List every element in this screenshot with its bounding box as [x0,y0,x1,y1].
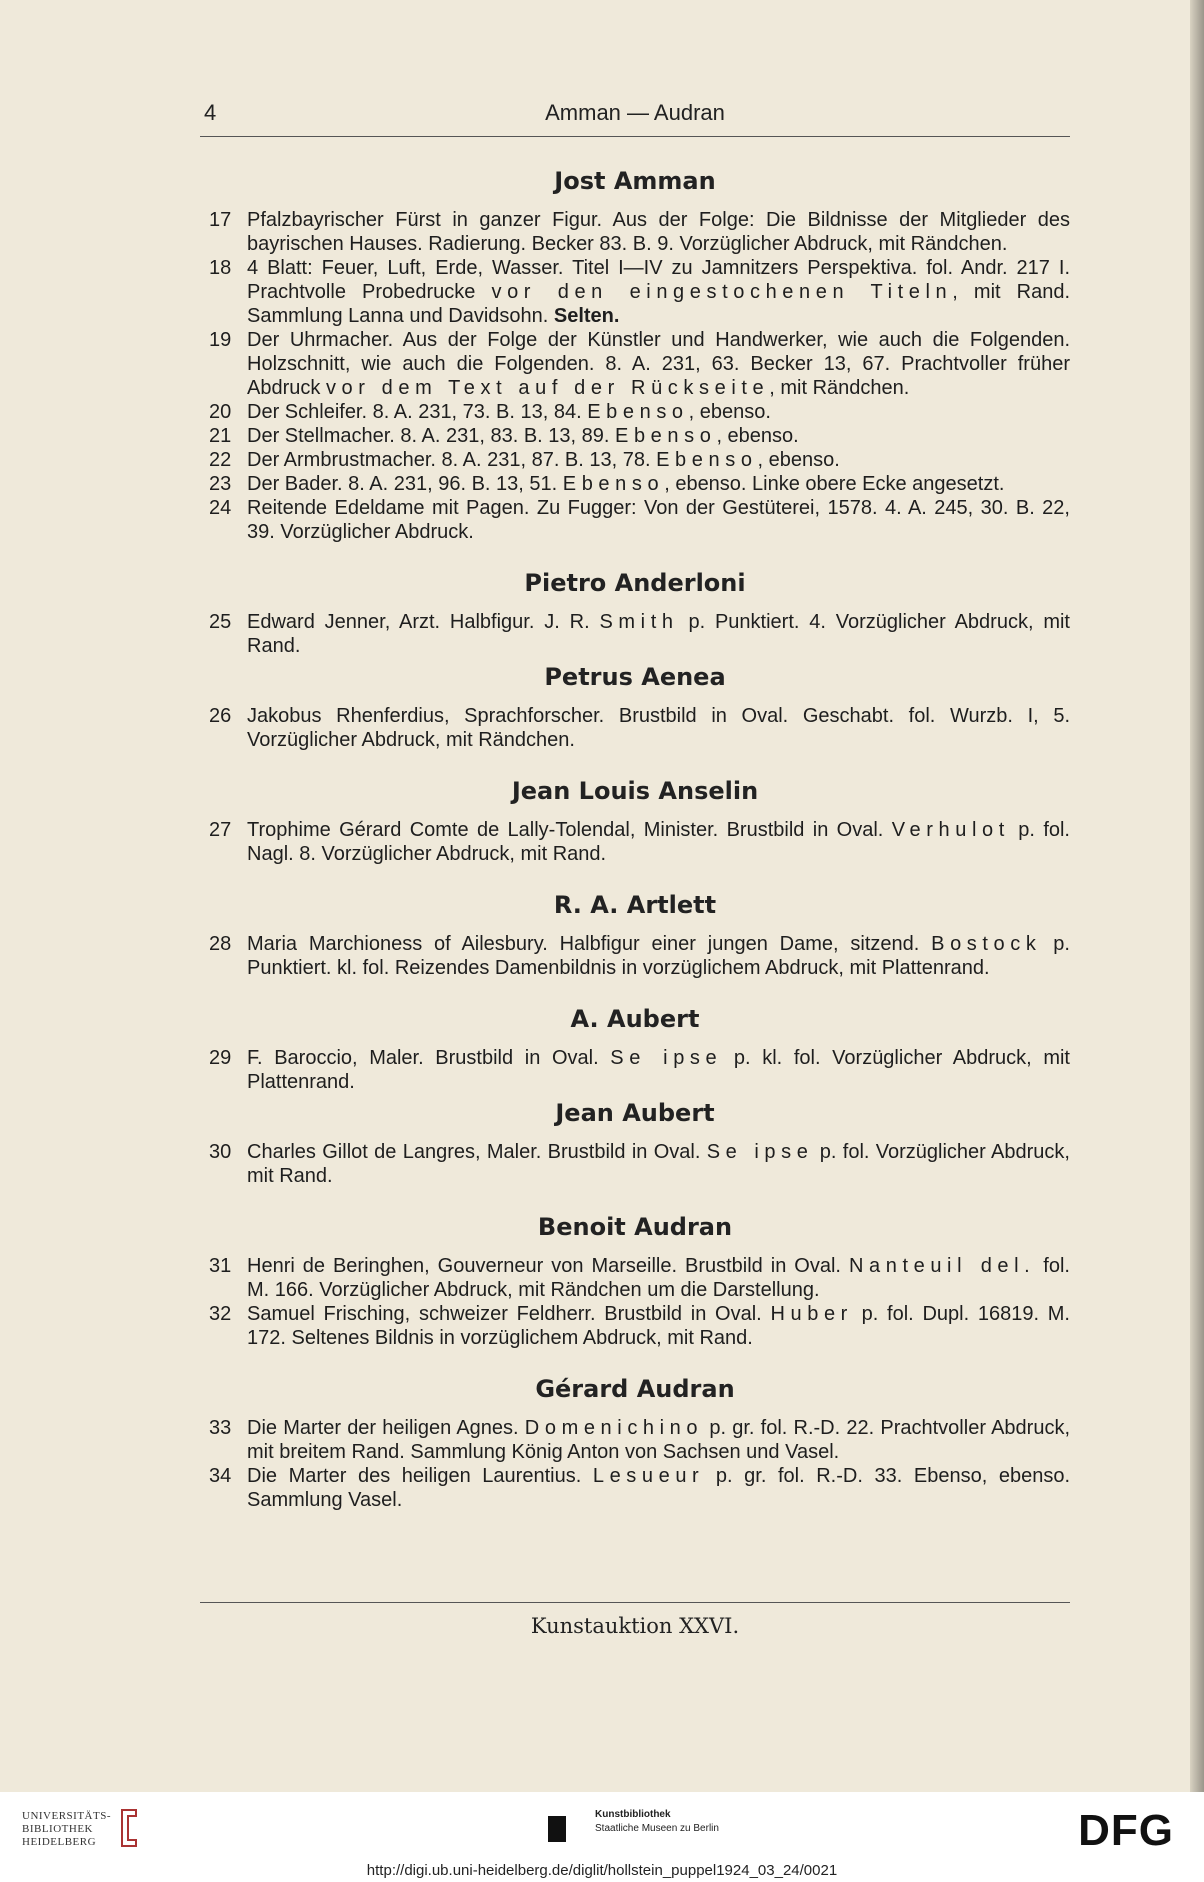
artist-heading: Pietro Anderloni [524,569,746,597]
spaced-name: Bostock [931,933,1042,955]
entry-text: p. fol. Vorzüglicher Abdruck, mit Rand. [247,1141,1070,1187]
kunstbibliothek-credit[interactable] [595,1808,719,1836]
entry-text: Trophime Gérard Comte de Lally-Tolendal, Minister. Brustbild in Oval. [247,819,892,841]
entry-text: Der Schleifer. 8. A. 231, 73. B. 13, 84. [247,401,588,423]
entry-text: 4 Blatt: Feuer, Luft, Erde, Wasser. Titel I—IV zu Jamnitzers Perspektiva. fol. Andr. 217 I. Prachtvolle Probedrucke [247,257,1070,303]
entry-text: Der Armbrustmacher. 8. A. 231, 87. B. 13, 78. [247,449,657,471]
lot-number: 24 [209,497,232,519]
digitization-bar [0,1798,1204,1858]
artist-heading: R. A. Artlett [553,891,717,919]
catalogue-entry [200,496,1070,544]
catalogue-entry [200,932,1070,980]
entry-text: p. gr. fol. R.-D. 22. Prachtvoller Abdruck, mit breitem Rand. Sammlung König Anton von Sachsen und Vasel. [247,1417,1070,1463]
page-number: 4 [204,100,217,125]
lot-number: 17 [209,209,232,231]
catalogue-entry [200,1464,1070,1512]
kb-title: Kunstbibliothek [595,1809,671,1820]
lot-number: 30 [209,1141,232,1163]
running-title: Amman — Audran [545,100,725,125]
entry-text: Edward Jenner, Arzt. Halbfigur. J. R. [247,611,600,633]
catalogue-entry [200,1416,1070,1464]
lot-number: 26 [209,705,232,727]
spaced-name: Ebenso [562,473,665,495]
entry-text: Die Marter des heiligen Laurentius. [247,1465,593,1487]
lot-number: 21 [209,425,232,447]
running-head [200,98,1070,132]
header-rule [200,136,1070,137]
entry-text: Samuel Frisching, schweizer Feldherr. Brustbild in Oval. [247,1303,771,1325]
entry-text: p. fol. Nagl. 8. Vorzüglicher Abdruck, mit Rand. [247,819,1070,865]
artist-heading: Jean Aubert [555,1099,715,1127]
catalogue-entry [200,256,1070,328]
entry-text: Der Uhrmacher. Aus der Folge der Künstler und Handwerker, wie auch die Folgenden. Holzschnitt, wie auch die Folgenden. 8. A. 231, 63. Becker 13, 67. Prachtvoller früher Abdruck [247,329,1070,399]
lot-number: 18 [209,257,232,279]
university-emblem-icon [118,1808,140,1848]
footer-text: Kunstauktion XXVI. [530,1614,740,1638]
catalogue-entry [200,328,1070,400]
lot-number: 22 [209,449,232,471]
catalogue-entry [200,472,1070,496]
catalogue-entry [200,208,1070,256]
lot-number: 34 [209,1465,232,1487]
spaced-name: vor den eingestochenen Titeln [491,281,953,303]
catalogue-entry [200,400,1070,424]
permalink-url[interactable]: http://digi.ub.uni-heidelberg.de/diglit/hollstein_puppel1924_03_24/0021 [366,1862,838,1879]
footer-rule [200,1602,1070,1603]
university-line-2: BIBLIOTHEK [22,1823,93,1835]
university-library-logo[interactable] [22,1810,111,1849]
lot-number: 33 [209,1417,232,1439]
entry-text: Der Bader. 8. A. 231, 96. B. 13, 51. [247,473,563,495]
lot-number: 23 [209,473,232,495]
entry-text: p. Punktiert. kl. fol. Reizendes Damenbildnis in vorzüglichem Abdruck, mit Plattenrand. [247,933,1070,979]
catalogue-entry [200,610,1070,658]
kunstbibliothek-logo-icon [548,1816,566,1842]
catalogue-entry [200,448,1070,472]
university-line-3: HEIDELBERG [22,1836,97,1848]
lot-number: 19 [209,329,232,351]
entry-text: F. Baroccio, Maler. Brustbild in Oval. [247,1047,611,1069]
artist-heading: Benoit Audran [537,1213,733,1241]
entry-text: p. fol. Dupl. 16819. M. 172. Seltenes Bildnis in vorzüglichem Abdruck, mit Rand. [247,1303,1070,1349]
artist-heading: Petrus Aenea [544,663,726,691]
spaced-name: Lesueur [592,1465,705,1487]
entry-text: , mit Rand. Sammlung Lanna und Davidsohn. [247,281,1071,327]
spaced-name: vor dem Text auf der Rückseite [325,377,770,399]
dfg-logo[interactable]: DFG [1078,1806,1174,1855]
lot-number: 31 [209,1255,232,1277]
spaced-name: Ebenso [587,401,689,423]
entry-text: Jakobus Rhenferdius, Sprachforscher. Brustbild in Oval. Geschabt. fol. Wurzb. I, 5. Vorzüglicher Abdruck, mit Rändchen. [247,705,1070,751]
entry-text: , ebenso. Linke obere Ecke angesetzt. [664,473,1005,495]
entry-text: , ebenso. [716,425,799,447]
entry-text: Der Stellmacher. 8. A. 231, 83. B. 13, 89. [247,425,615,447]
entry-text: p. Punktiert. 4. Vorzüglicher Abdruck, mit Rand. [247,611,1070,657]
spaced-name: Se ipse [706,1141,814,1163]
entry-text: Henri de Beringhen, Gouverneur von Marseille. Brustbild in Oval. [247,1255,849,1277]
artist-heading: Jean Louis Anselin [511,777,759,805]
entry-text: Die Marter der heiligen Agnes. [247,1417,525,1439]
lot-number: 25 [209,611,232,633]
spaced-name: Huber [770,1303,853,1325]
catalogue-entry [200,1046,1070,1094]
entry-text: , ebenso. [688,401,771,423]
lot-number: 20 [209,401,232,423]
spaced-name: Ebenso [656,449,758,471]
spaced-name: Se ipse [610,1047,723,1069]
entry-text: p. gr. fol. R.-D. 33. Ebenso, ebenso. Sammlung Vasel. [247,1465,1070,1511]
catalogue-entry [200,1302,1070,1350]
artist-heading: Gérard Audran [535,1375,735,1403]
page-edge [1190,0,1204,1792]
university-line-1: UNIVERSITÄTS- [22,1810,111,1822]
catalogue-entry [200,1140,1070,1188]
lot-number: 27 [209,819,232,841]
spaced-name: Ebenso [615,425,717,447]
entry-text: Pfalzbayrischer Fürst in ganzer Figur. Aus der Folge: Die Bildnisse der Mitglieder des bayrischen Hauses. Radierung. Becker 83. B. 9. Vorzüglicher Abdruck, mit Rändchen. [247,209,1070,255]
catalogue-entry [200,424,1070,448]
entry-text: , mit Rändchen. [769,377,910,399]
artist-heading: Jost Amman [554,167,716,195]
catalogue-entry [200,1254,1070,1302]
entry-text: p. kl. fol. Vorzüglicher Abdruck, mit Plattenrand. [247,1047,1070,1093]
entry-text: Maria Marchioness of Ailesbury. Halbfigur einer jungen Dame, sitzend. [247,933,932,955]
spaced-name: Smith [599,611,679,633]
catalogue-entry [200,818,1070,866]
entry-text: , ebenso. [757,449,840,471]
entry-text: Charles Gillot de Langres, Maler. Brustbild in Oval. [247,1141,707,1163]
catalogue-content [200,166,1070,1512]
lot-number: 29 [209,1047,232,1069]
artist-heading: A. Aubert [570,1005,700,1033]
entry-text: Reitende Edeldame mit Pagen. Zu Fugger: Von der Gestüterei, 1578. 4. A. 245, 30. B. 22, 39. Vorzüglicher Abdruck. [247,497,1070,543]
lot-number: 28 [209,933,232,955]
spaced-name: Domenichino [524,1417,704,1439]
entry-text: fol. M. 166. Vorzüglicher Abdruck, mit Rändchen um die Darstellung. [247,1255,1070,1301]
catalogue-entry [200,704,1070,752]
lot-number: 32 [209,1303,232,1325]
spaced-name: Nanteuil del. [848,1255,1036,1277]
spaced-name: Verhulot [891,819,1010,841]
bold-note: Selten. [553,305,620,327]
kb-subtitle: Staatliche Museen zu Berlin [595,1823,719,1834]
